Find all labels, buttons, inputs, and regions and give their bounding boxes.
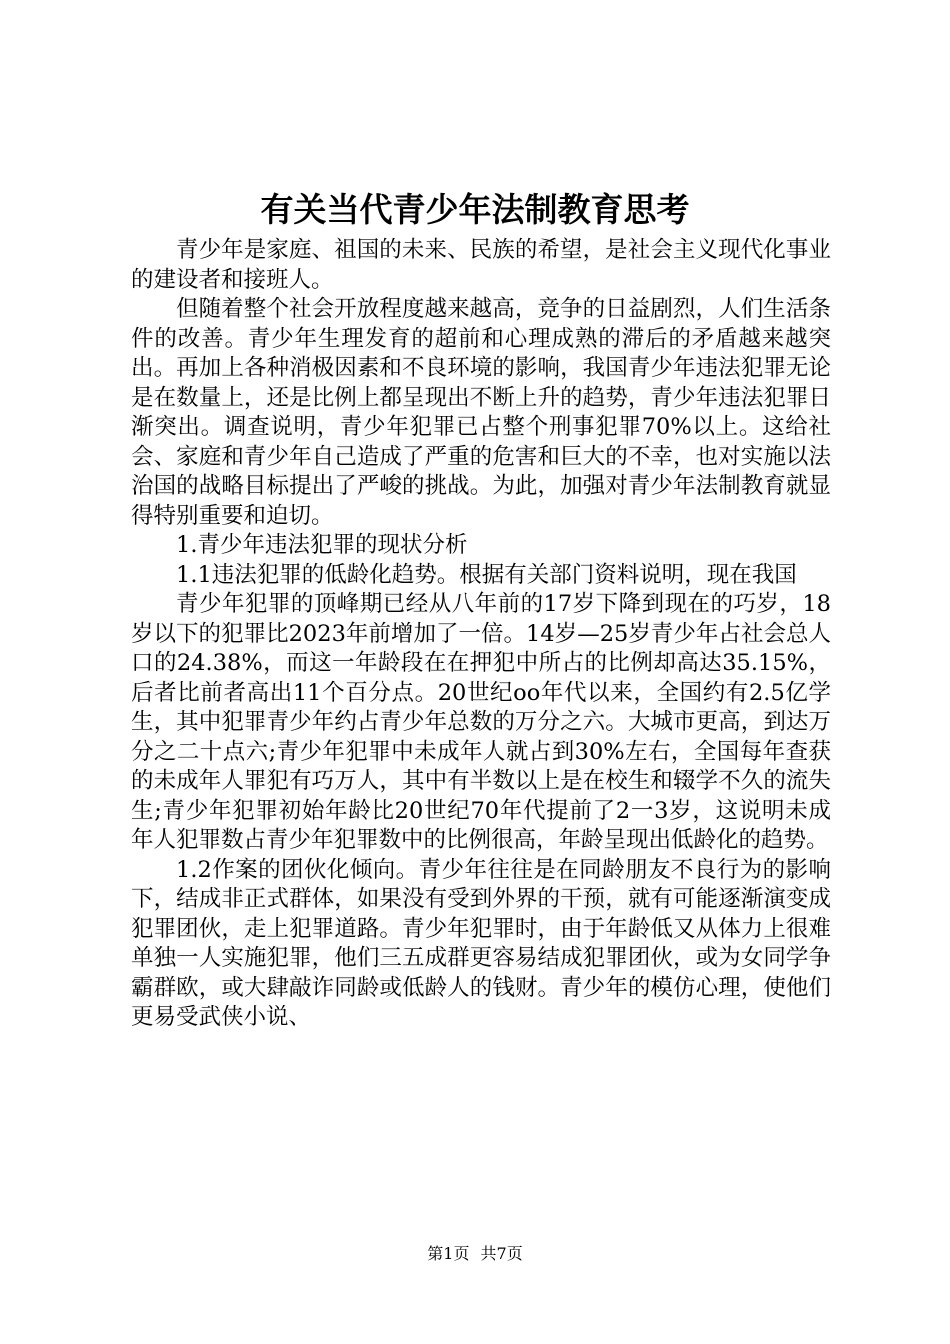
page-footer <box>0 1244 950 1264</box>
page-number-current: 第1页 <box>427 1244 470 1263</box>
subsection-1-2: 1.2作案的团伙化倾向。青少年往往是在同龄朋友不良行为的影响下，结成非正式群体，如果没有受到外界的干预，就有可能逐渐演变成犯罪团伙，走上犯罪道路。青少年犯罪时，由于年龄低又从体力上很难单独一人实施犯罪，他们三五成群更容易结成犯罪团伙，或为女同学争霸群欧，或大肆敲诈同龄或低龄人的钱财。青少年的模仿心理，使他们更易受武侠小说、 <box>131 856 831 1030</box>
paragraph-background: 但随着整个社会开放程度越来越高，竞争的日益剧烈，人们生活条件的改善。青少年生理发育的超前和心理成熟的滞后的矛盾越来越突出。再加上各种消极因素和不良环境的影响，我国青少年违法犯罪无论是在数量上，还是比例上都呈现出不断上升的趋势，青少年违法犯罪日渐突出。调查说明，青少年犯罪已占整个刑事犯罪70%以上。这给社会、家庭和青少年自己造成了严重的危害和巨大的不幸，也对实施以法治国的战略目标提出了严峻的挑战。为此，加强对青少年法制教育就显得特别重要和迫切。 <box>131 296 831 529</box>
document-title: 有关当代青少年法制教育思考 <box>260 190 690 229</box>
page-number-total: 共7页 <box>480 1244 523 1263</box>
paragraph-age-trend: 青少年犯罪的顶峰期已经从八年前的17岁下降到现在的巧岁，18岁以下的犯罪比2023年前增加了一倍。14岁—25岁青少年占社会总人口的24.38%，而这一年龄段在在押犯中所占的比例却高达35.15%，后者比前者高出11个百分点。20世纪oo年代以来，全国约有2.5亿学生，其中犯罪青少年约占青少年总数的万分之六。大城市更高，到达万分之二十点六;青少年犯罪中未成年人就占到30%左右，全国每年查获的未成年人罪犯有巧万人，其中有半数以上是在校生和辍学不久的流失生;青少年犯罪初始年龄比20世纪70年代提前了2一3岁，这说明未成年人犯罪数占青少年犯罪数中的比例很高，年龄呈现出低龄化的趋势。 <box>131 591 831 853</box>
paragraph-intro: 青少年是家庭、祖国的未来、民族的希望，是社会主义现代化事业的建设者和接班人。 <box>131 237 831 293</box>
section-heading-1: 1.青少年违法犯罪的现状分析 <box>176 532 468 558</box>
subsection-1-1: 1.1违法犯罪的低龄化趋势。根据有关部门资料说明，现在我国 <box>176 561 797 588</box>
document-body <box>131 236 831 1033</box>
